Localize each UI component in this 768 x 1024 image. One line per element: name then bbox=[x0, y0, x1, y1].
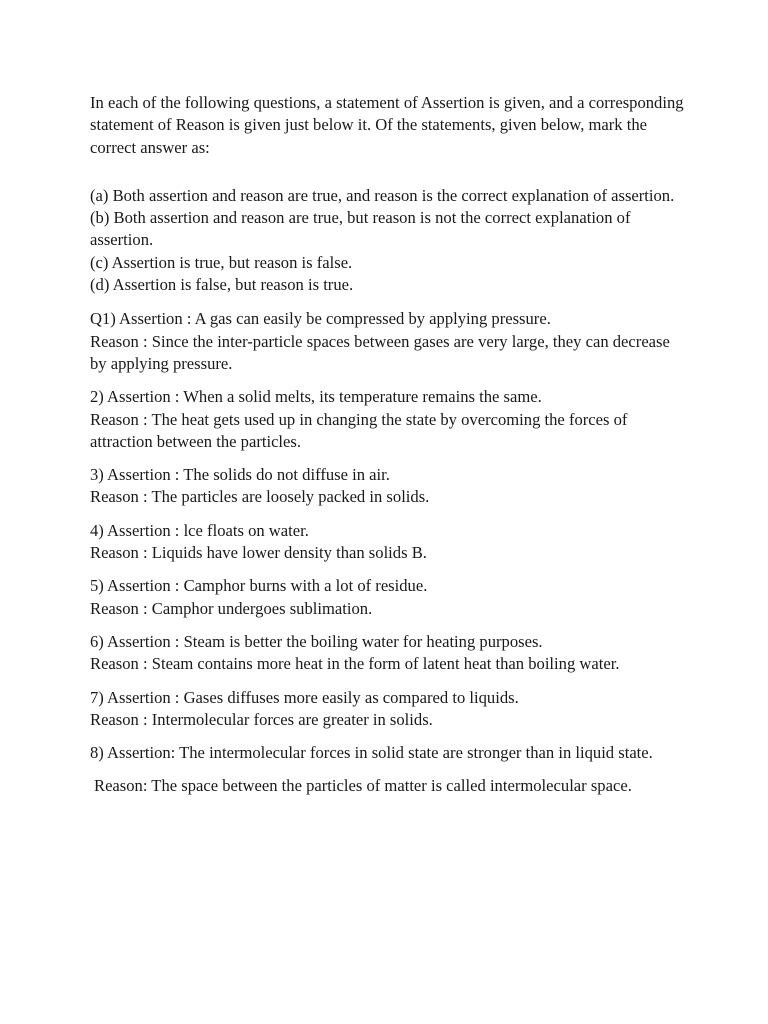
assertion-text: 4) Assertion : lce floats on water. bbox=[90, 520, 309, 540]
question-8 bbox=[90, 742, 690, 798]
answer-options bbox=[90, 185, 690, 296]
question-2 bbox=[90, 386, 690, 453]
assertion-text: 2) Assertion : When a solid melts, its temperature remains the same. bbox=[90, 387, 542, 407]
assertion-text: 3) Assertion : The solids do not diffuse in air. bbox=[90, 465, 390, 485]
reason-text: Reason: The space between the particles of matter is called intermolecular space. bbox=[94, 776, 632, 796]
reason-text: Reason : Since the inter-particle spaces between gases are very large, they can decrease by applying pressure. bbox=[90, 331, 670, 373]
assertion-text: 6) Assertion : Steam is better the boiling water for heating purposes. bbox=[90, 631, 543, 651]
reason-text: Reason : Liquids have lower density than solids B. bbox=[90, 543, 427, 563]
question-1 bbox=[90, 308, 690, 375]
reason-text: Reason : Camphor undergoes sublimation. bbox=[90, 598, 373, 618]
question-6 bbox=[90, 631, 690, 676]
assertion-text: Q1) Assertion : A gas can easily be compressed by applying pressure. bbox=[90, 309, 551, 329]
option-c: (c) Assertion is true, but reason is false. bbox=[90, 252, 353, 272]
option-b: (b) Both assertion and reason are true, but reason is not the correct explanation of assertion. bbox=[90, 208, 631, 250]
question-3 bbox=[90, 464, 690, 509]
assertion-text: 5) Assertion : Camphor burns with a lot of residue. bbox=[90, 576, 428, 596]
assertion-text: 7) Assertion : Gases diffuses more easily as compared to liquids. bbox=[90, 687, 519, 707]
question-7 bbox=[90, 687, 690, 732]
assertion-text: 8) Assertion: The intermolecular forces in solid state are stronger than in liquid state. bbox=[90, 743, 653, 763]
document-page bbox=[90, 92, 690, 809]
reason-text: Reason : Steam contains more heat in the form of latent heat than boiling water. bbox=[90, 654, 620, 674]
question-4 bbox=[90, 520, 690, 565]
option-d: (d) Assertion is false, but reason is true. bbox=[90, 275, 354, 295]
reason-text: Reason : The particles are loosely packed in solids. bbox=[90, 487, 430, 507]
instructions-paragraph: In each of the following questions, a statement of Assertion is given, and a corresponding statement of Reason is given just below it. Of the statements, given below, mark the correct answer as: bbox=[90, 93, 684, 157]
option-a: (a) Both assertion and reason are true, and reason is the correct explanation of assertion. bbox=[90, 185, 675, 205]
reason-text: Reason : Intermolecular forces are greater in solids. bbox=[90, 709, 433, 729]
question-5 bbox=[90, 575, 690, 620]
reason-text: Reason : The heat gets used up in changing the state by overcoming the forces of attraction between the particles. bbox=[90, 409, 628, 451]
